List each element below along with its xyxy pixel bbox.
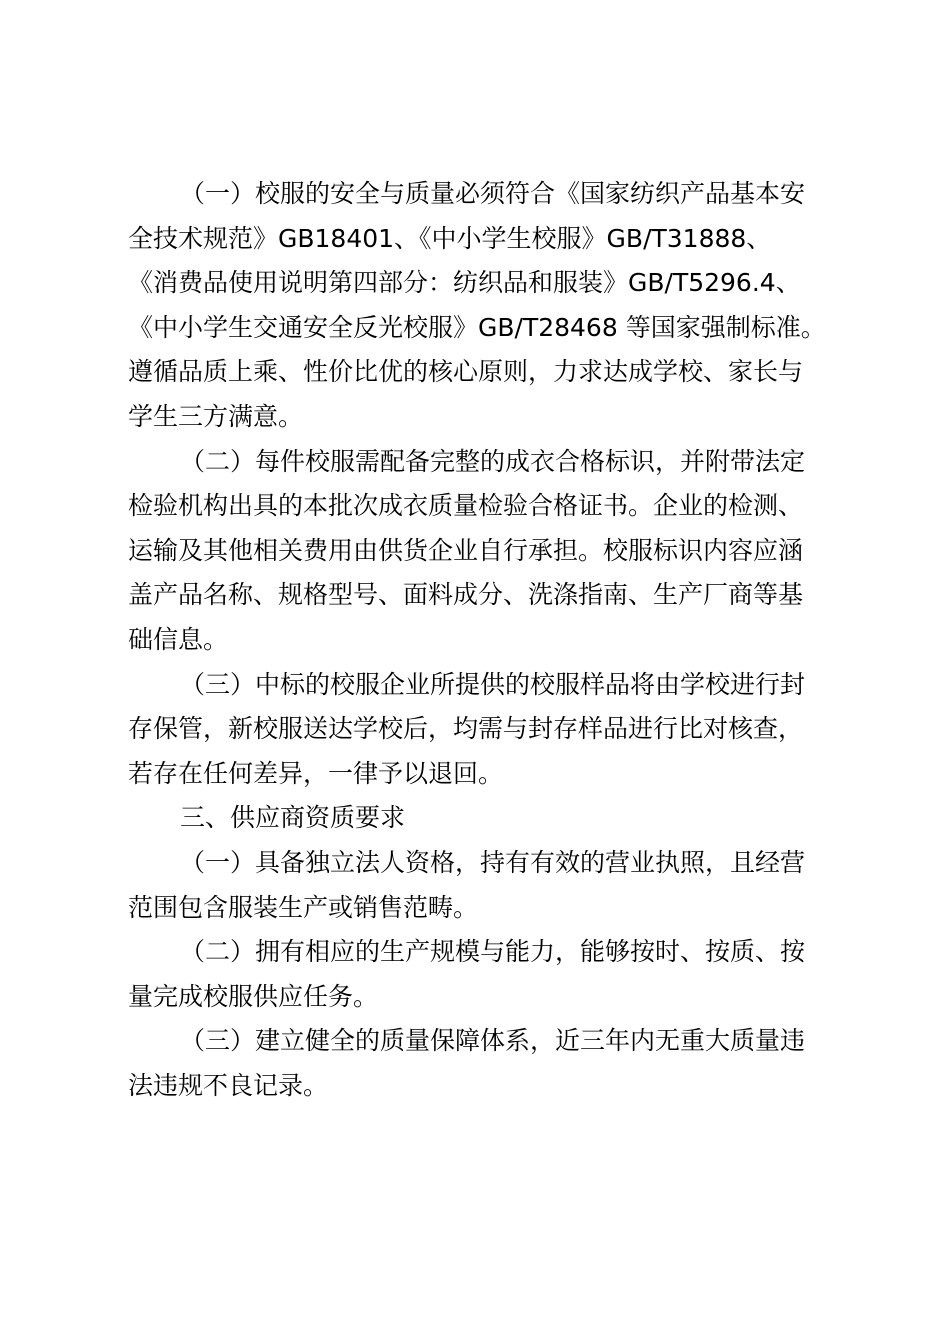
paragraph-5-line-1: （二）拥有相应的生产规模与能力，能够按时、按质、按 <box>180 937 806 967</box>
paragraph-1-line-4: 《中小学生交通安全反光校服》GB/T28468 等国家强制标准。 <box>128 312 826 342</box>
paragraph-1-line-1: （一）校服的安全与质量必须符合《国家纺织产品基本安 <box>180 179 806 208</box>
paragraph-2-line-2: 检验机构出具的本批次成衣质量检验合格证书。企业的检测、 <box>128 491 804 521</box>
paragraph-3-line-2: 存保管，新校服送达学校后，均需与封存样品进行比对核查， <box>128 714 804 744</box>
paragraph-1-line-5: 遵循品质上乘、性价比优的核心原则，力求达成学校、家长与 <box>128 357 804 387</box>
paragraph-3-line-1: （三）中标的校服企业所提供的校服样品将由学校进行封 <box>180 669 806 699</box>
paragraph-4-line-1: （一）具备独立法人资格，持有有效的营业执照，且经营 <box>180 847 806 877</box>
paragraph-1-line-6: 学生三方满意。 <box>128 401 304 431</box>
paragraph-1-line-2: 全技术规范》GB18401、《中小学生校服》GB/T31888、 <box>128 223 772 253</box>
paragraph-3-line-3: 若存在任何差异，一律予以退回。 <box>128 758 504 788</box>
paragraph-2-line-1: （二）每件校服需配备完整的成衣合格标识，并附带法定 <box>180 446 806 476</box>
paragraph-4-line-2: 范围包含服装生产或销售范畴。 <box>128 892 479 922</box>
paragraph-1-line-3: 《消费品使用说明第四部分：纺织品和服装》GB/T5296.4、 <box>128 268 801 298</box>
paragraph-5-line-2: 量完成校服供应任务。 <box>128 981 379 1011</box>
section-heading: 三、供应商资质要求 <box>180 803 406 833</box>
paragraph-6-line-1: （三）建立健全的质量保障体系，近三年内无重大质量违 <box>180 1026 806 1056</box>
paragraph-2-line-3: 运输及其他相关费用由供货企业自行承担。校服标识内容应涵 <box>128 535 804 565</box>
paragraph-2-line-4: 盖产品名称、规格型号、面料成分、洗涤指南、生产厂商等基 <box>128 580 804 610</box>
document-body <box>128 172 840 1108</box>
paragraph-2-line-5: 础信息。 <box>128 624 229 654</box>
paragraph-6-line-2: 法违规不良记录。 <box>128 1070 329 1100</box>
